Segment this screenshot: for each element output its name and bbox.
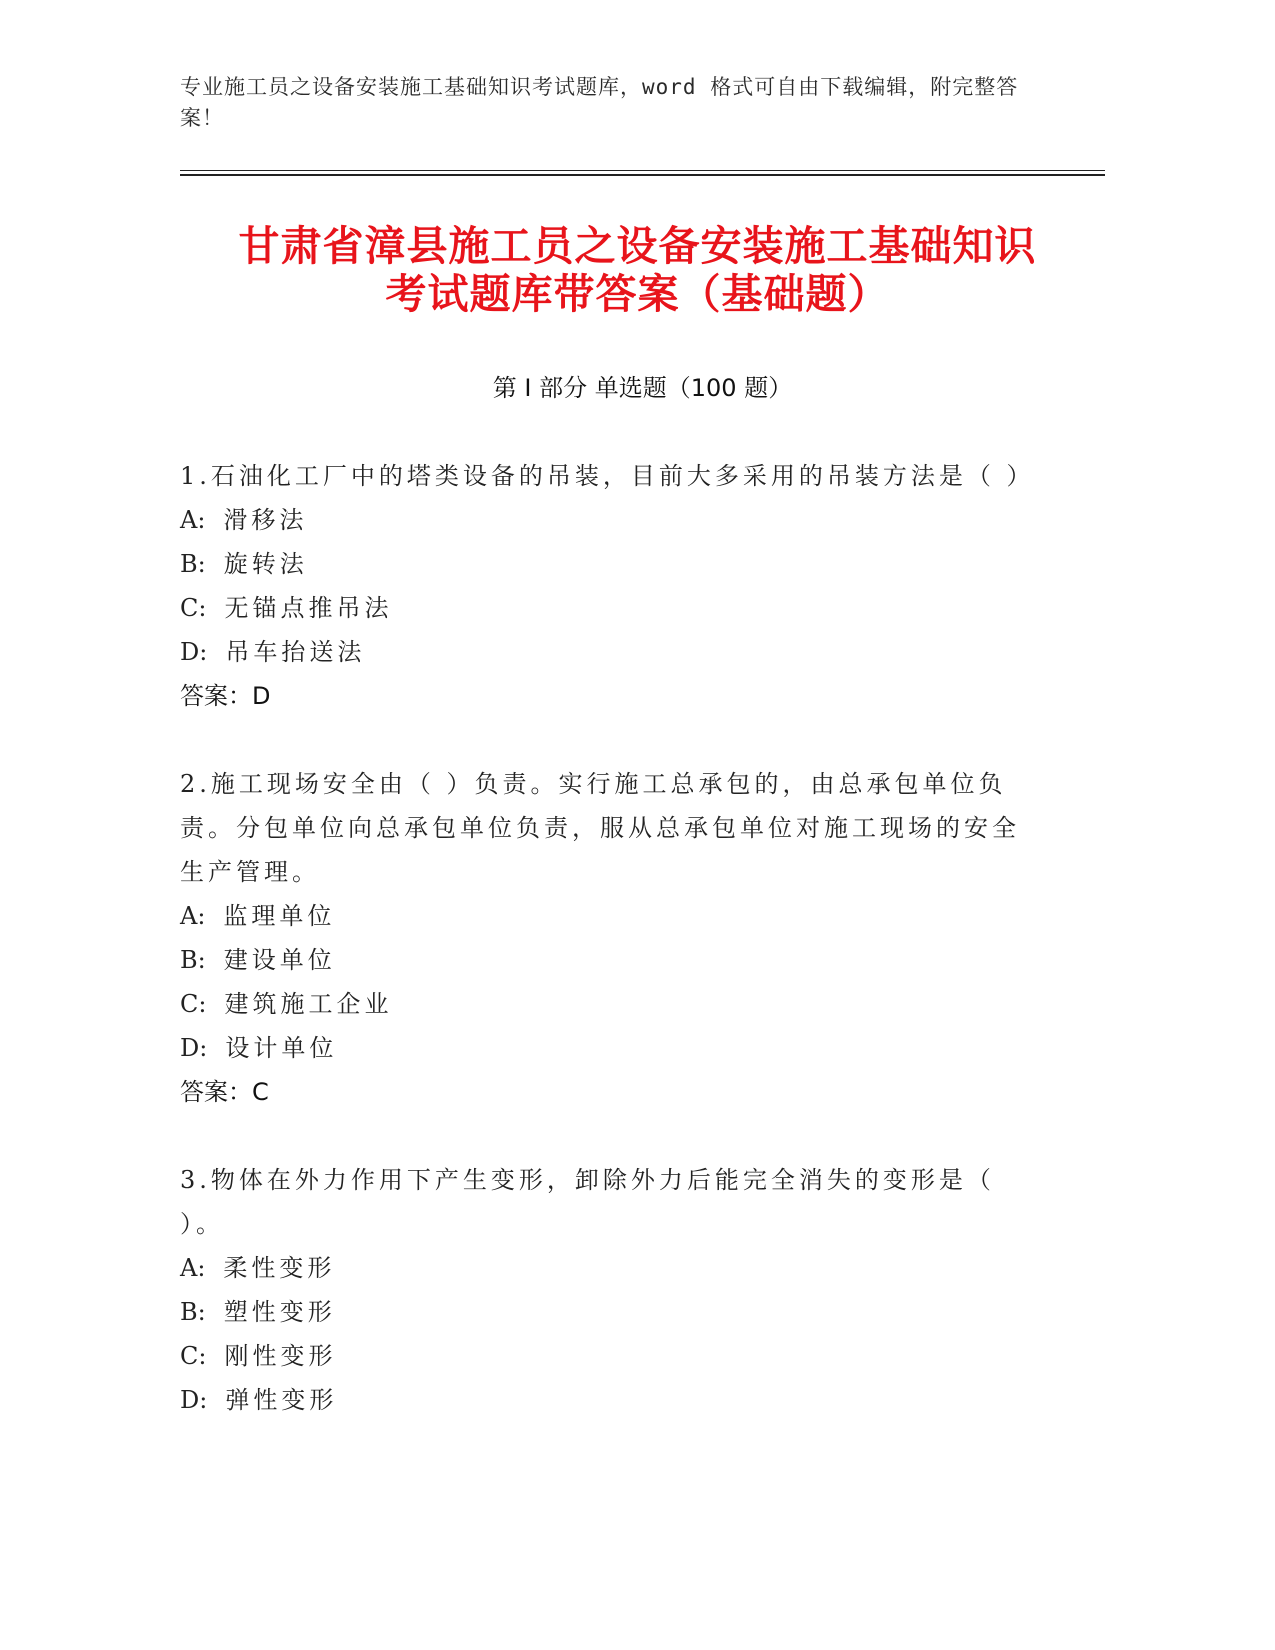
question-text: 1.石油化工厂中的塔类设备的吊装，目前大多采用的吊装方法是（ ） — [180, 462, 1035, 490]
option-text: 无锚点推吊法 — [224, 594, 393, 622]
option-key: D: — [180, 638, 208, 666]
option-text: 吊车抬送法 — [225, 638, 366, 666]
option-key: C: — [180, 990, 207, 1018]
option-a — [180, 894, 1030, 938]
section-title: 第 I 部分 单选题（100 题） — [492, 374, 793, 402]
option-b — [180, 542, 1030, 586]
option-key: C: — [180, 1342, 207, 1370]
header-divider-bottom — [180, 174, 1105, 176]
answer-text: 答案：D — [180, 682, 271, 710]
option-b — [180, 1290, 1030, 1334]
option-text: 刚性变形 — [224, 1342, 337, 1370]
option-key: B: — [180, 1298, 206, 1326]
header-note: 专业施工员之设备安装施工基础知识考试题库，word 格式可自由下载编辑，附完整答案！ — [180, 75, 1019, 130]
question-3 — [180, 1158, 1030, 1422]
option-d — [180, 1378, 1030, 1422]
option-key: D: — [180, 1386, 208, 1414]
option-text: 监理单位 — [223, 902, 336, 930]
document-title-line2: 考试题库带答案（基础题） — [385, 270, 890, 318]
answer-text: 答案：C — [180, 1078, 269, 1106]
option-c — [180, 982, 1030, 1026]
option-key: B: — [180, 550, 206, 578]
option-text: 旋转法 — [223, 550, 308, 578]
option-c — [180, 586, 1030, 630]
document-title-line1: 甘肃省漳县施工员之设备安装施工基础知识 — [238, 222, 1037, 270]
option-a — [180, 498, 1030, 542]
option-text: 建设单位 — [223, 946, 336, 974]
option-key: A: — [180, 902, 206, 930]
option-d — [180, 1026, 1030, 1070]
option-text: 滑移法 — [223, 506, 308, 534]
option-b — [180, 938, 1030, 982]
option-c — [180, 1334, 1030, 1378]
option-text: 柔性变形 — [223, 1254, 336, 1282]
option-key: A: — [180, 506, 206, 534]
question-1 — [180, 454, 1035, 718]
option-d — [180, 630, 1030, 674]
option-text: 建筑施工企业 — [224, 990, 393, 1018]
question-list — [180, 454, 1035, 1466]
question-2 — [180, 762, 1030, 1114]
option-text: 弹性变形 — [225, 1386, 338, 1414]
question-text: 2.施工现场安全由（ ）负责。实行施工总承包的，由总承包单位负责。分包单位向总承包单位负责，服从总承包单位对施工现场的安全生产管理。 — [180, 770, 1020, 886]
option-a — [180, 1246, 1030, 1290]
option-key: A: — [180, 1254, 206, 1282]
option-key: C: — [180, 594, 207, 622]
option-text: 设计单位 — [225, 1034, 338, 1062]
header-divider-top — [180, 170, 1105, 171]
question-text: 3.物体在外力作用下产生变形，卸除外力后能完全消失的变形是（ ）。 — [180, 1166, 995, 1238]
option-key: B: — [180, 946, 206, 974]
document-title — [150, 222, 1125, 318]
option-text: 塑性变形 — [223, 1298, 336, 1326]
option-key: D: — [180, 1034, 208, 1062]
